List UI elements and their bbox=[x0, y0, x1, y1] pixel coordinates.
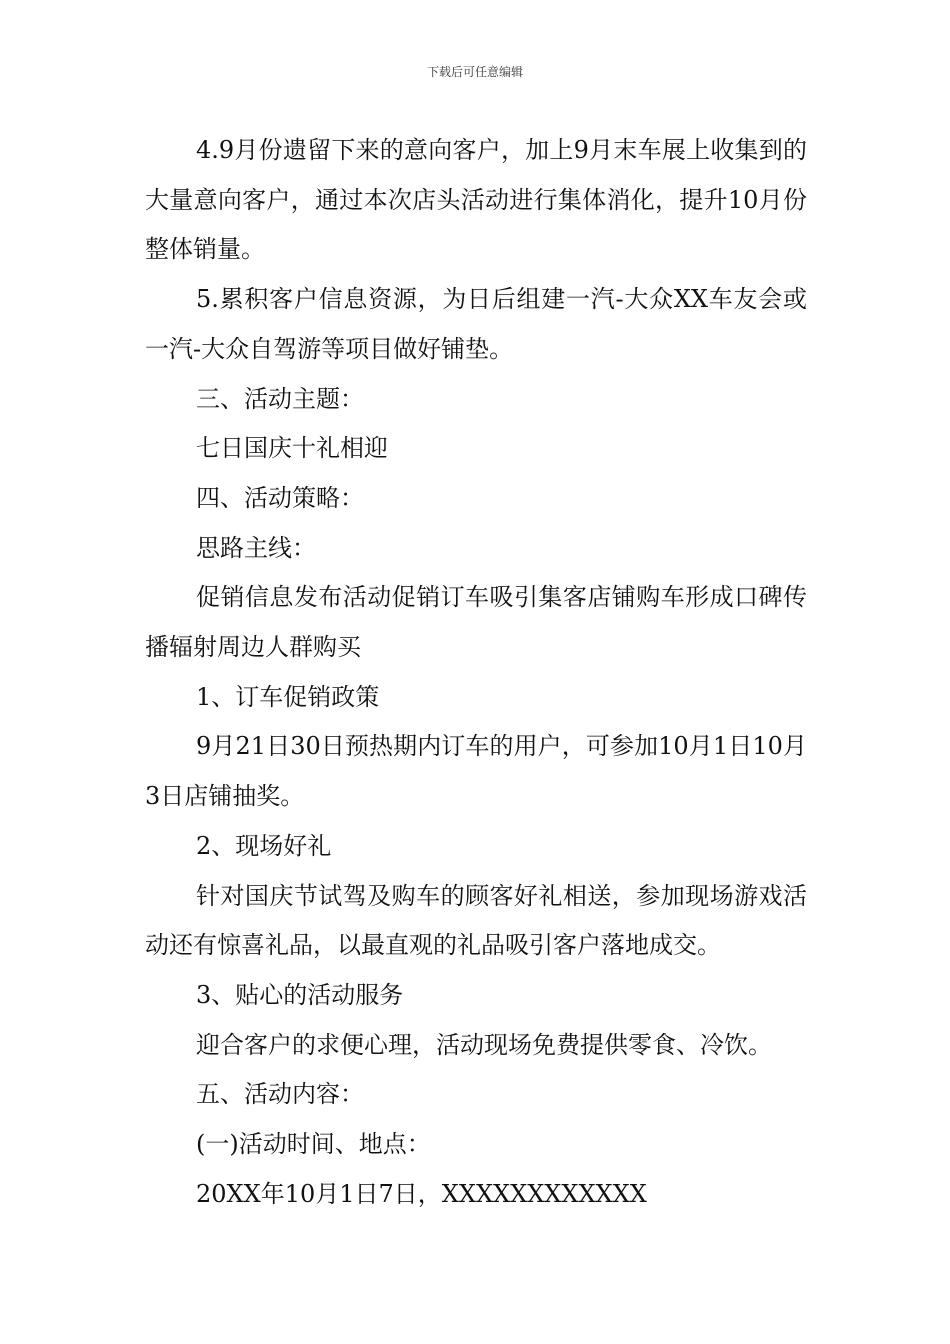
section-heading-theme: 三、活动主题： bbox=[196, 384, 364, 413]
subheading-time-place: (一)活动时间、地点： bbox=[196, 1130, 431, 1159]
paragraph-service: 迎合客户的求便心理，活动现场免费提供零食、冷饮。 bbox=[196, 1030, 772, 1059]
section-heading-content: 五、活动内容： bbox=[196, 1080, 364, 1109]
section-heading-strategy: 四、活动策略： bbox=[196, 483, 364, 512]
subheading-service: 3、贴心的活动服务 bbox=[196, 980, 404, 1009]
subheading-onsite-gifts: 2、现场好礼 bbox=[196, 831, 332, 860]
document-body bbox=[145, 126, 807, 1219]
page-header: 下载后可任意编辑 bbox=[426, 65, 523, 79]
subheading-order-policy: 1、订车促销政策 bbox=[196, 682, 380, 711]
paragraph-goal-5: 5.累积客户信息资源，为日后组建一汽-大众XX车友会或一汽-大众自驾游等项目做好铺垫。 bbox=[145, 285, 807, 363]
paragraph-main-line: 促销信息发布活动促销订车吸引集客店铺购车形成口碑传播辐射周边人群购买 bbox=[145, 583, 807, 662]
paragraph-onsite-gifts: 针对国庆节试驾及购车的顾客好礼相送，参加现场游戏活动还有惊喜礼品，以最直观的礼品吸引客户落地成交。 bbox=[145, 881, 807, 960]
subheading-main-line: 思路主线： bbox=[196, 533, 316, 562]
paragraph-goal-4: 4.9月份遗留下来的意向客户，加上9月末车展上收集到的大量意向客户，通过本次店头活动进行集体消化，提升10月份整体销量。 bbox=[145, 136, 807, 264]
paragraph-theme: 七日国庆十礼相迎 bbox=[196, 434, 388, 463]
paragraph-time-place: 20XX年10月1日7日，XXXXXXXXXXXX bbox=[196, 1179, 647, 1208]
paragraph-order-policy: 9月21日30日预热期内订车的用户，可参加10月1日10月3日店铺抽奖。 bbox=[145, 732, 807, 811]
